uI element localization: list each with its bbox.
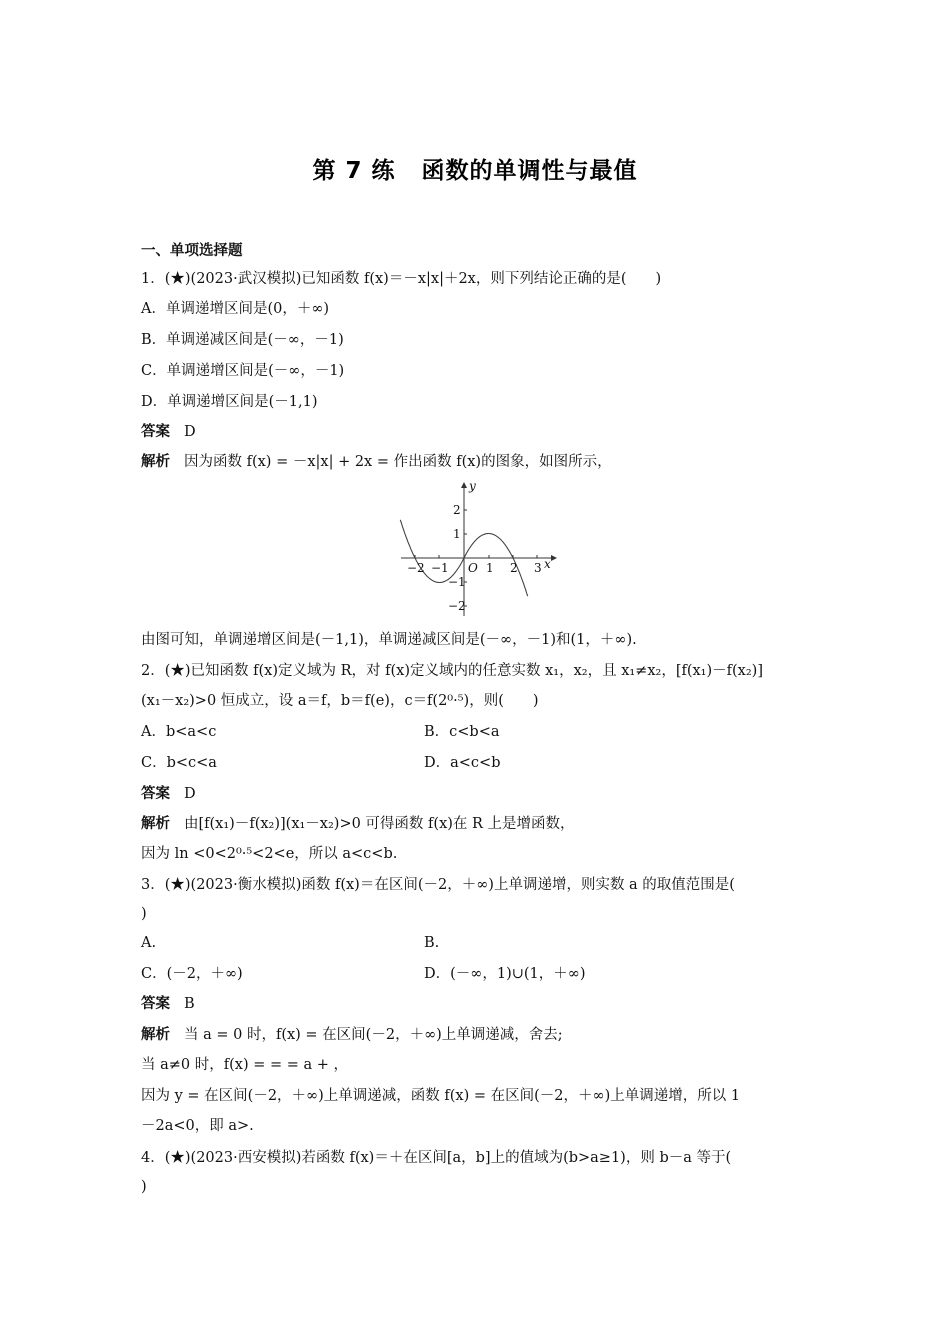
q2-stem-line1: 2．(★)已知函数 f(x)定义域为 R，对 f(x)定义域内的任意实数 x₁，x₂，且 x₁≠x₂，[f(x₁)－f(x₂)] [141, 663, 763, 679]
q3-analysis-text: 当 a = 0 时，f(x) = 在区间(－2，＋∞)上单调递减，舍去; [184, 1027, 563, 1043]
q3-analysis-line2: 当 a≠0 时，f(x) = = = a + ， [141, 1057, 348, 1073]
q3-option-a: A. [141, 935, 157, 951]
x-axis-label: x [544, 557, 551, 571]
q1-option-d: D．单调递增区间是(－1,1) [141, 394, 318, 410]
q1-analysis-text: 因为函数 f(x) = －x|x| + 2x = 作出函数 f(x)的图象，如图所示， [184, 454, 612, 470]
answer-label: 答案 [141, 424, 170, 440]
y-axis-arrow [461, 482, 467, 488]
q3-option-c: C．(－2，＋∞) [141, 966, 243, 982]
answer-label: 答案 [141, 996, 170, 1012]
x-tick-label: 1 [486, 561, 494, 575]
x-axis-arrow [551, 555, 557, 561]
q2-analysis-line2: 因为 ln <0<2⁰·⁵<2<e，所以 a<c<b. [141, 846, 398, 862]
y-tick-label: −1 [448, 575, 466, 589]
q2-option-d: D．a<c<b [424, 755, 501, 771]
q2-answer [141, 784, 196, 804]
q1-answer [141, 422, 196, 442]
q2-analysis-text: 由[f(x₁)－f(x₂)](x₁－x₂)>0 可得函数 f(x)在 R 上是增函数， [184, 816, 575, 832]
y-tick-label: 1 [453, 527, 461, 541]
q3-analysis-line1 [141, 1025, 563, 1045]
analysis-label: 解析 [141, 454, 170, 470]
q1-option-c: C．单调递增区间是(－∞，－1) [141, 363, 345, 379]
origin-label: O [468, 561, 478, 575]
x-tick-label: −2 [407, 561, 425, 575]
q1-option-a: A．单调递增区间是(0，＋∞) [141, 301, 330, 317]
x-tick-label: −1 [431, 561, 449, 575]
q1-option-b: B．单调递减区间是(－∞，－1) [141, 332, 344, 348]
y-tick-label: 2 [453, 503, 461, 517]
q2-option-b: B．c<b<a [424, 724, 500, 740]
q3-analysis-line3: 因为 y = 在区间(－2，＋∞)上单调递减，函数 f(x) = 在区间(－2，＋∞)上单调递增，所以 1 [141, 1088, 741, 1104]
q1-analysis [141, 452, 612, 472]
q1-answer-value: D [184, 424, 196, 440]
q1-stem: 1．(★)(2023·武汉模拟)已知函数 f(x)＝－x|x|＋2x，则下列结论正确的是( ) [141, 271, 662, 287]
q3-answer [141, 994, 195, 1014]
x-tick-label: 2 [510, 561, 518, 575]
q2-stem-line2: (x₁－x₂)>0 恒成立，设 a＝f，b＝f(e)，c＝f(2⁰·⁵)，则( ) [141, 693, 539, 709]
y-tick-label: −2 [448, 599, 466, 613]
page-title [0, 152, 950, 185]
analysis-label: 解析 [141, 816, 170, 832]
q3-option-b: B. [424, 935, 440, 951]
q4-stem-line2: ) [141, 1179, 147, 1195]
q1-conclusion: 由图可知，单调递增区间是(－1,1)，单调递减区间是(－∞，－1)和(1，＋∞). [141, 632, 637, 648]
y-axis-label: y [469, 479, 476, 493]
function-graph [393, 478, 559, 620]
answer-label: 答案 [141, 786, 170, 802]
q2-option-c: C．b<c<a [141, 755, 217, 771]
analysis-label: 解析 [141, 1027, 170, 1043]
q3-answer-value: B [184, 996, 195, 1012]
q2-option-a: A．b<a<c [141, 724, 217, 740]
q4-stem-line1: 4．(★)(2023·西安模拟)若函数 f(x)＝＋在区间[a，b]上的值域为(b>a≥1)，则 b－a 等于( [141, 1150, 732, 1166]
title-part2: 函数的单调性与最值 [421, 158, 638, 184]
section-heading: 一、单项选择题 [141, 243, 243, 259]
q3-stem-line1: 3．(★)(2023·衡水模拟)函数 f(x)＝在区间(－2，＋∞)上单调递增，则实数 a 的取值范围是( [141, 877, 735, 893]
title-part1: 第 7 练 [312, 158, 396, 184]
q3-analysis-line4: －2a<0，即 a>. [141, 1118, 254, 1134]
q3-stem-line2: ) [141, 906, 147, 922]
q3-option-d: D．(－∞，1)∪(1，＋∞) [424, 966, 586, 982]
q2-answer-value: D [184, 786, 196, 802]
q2-analysis-line1 [141, 814, 575, 834]
x-tick-label: 3 [534, 561, 542, 575]
